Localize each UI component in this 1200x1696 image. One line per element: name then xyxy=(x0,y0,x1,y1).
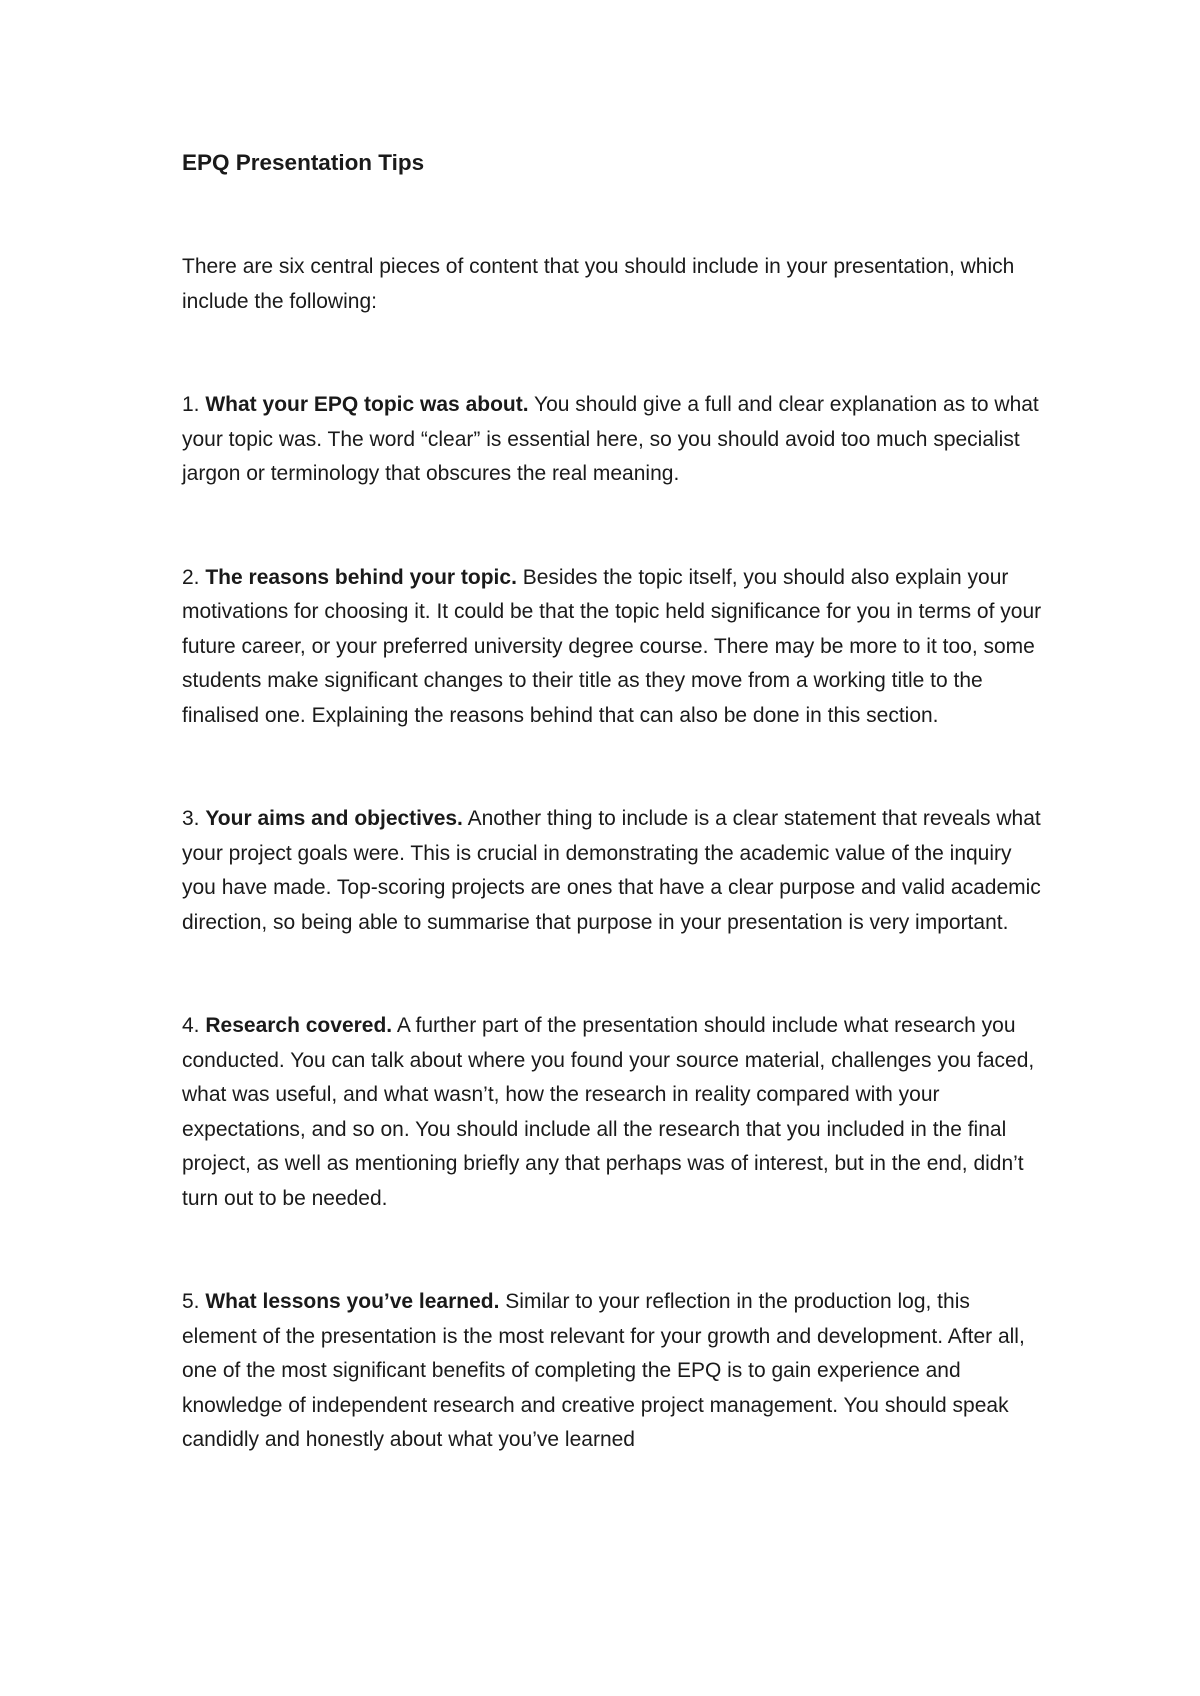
intro-paragraph: There are six central pieces of content that you should include in your presentation, which include the following: xyxy=(182,255,1015,313)
tip-number: 3. xyxy=(182,807,200,830)
tip-number: 5. xyxy=(182,1290,200,1313)
document-body xyxy=(182,146,1042,1458)
tip-body: Besides the topic itself, you should also explain your motivations for choosing it. It could be that the topic held significance for you in terms of your future career, or your preferred university degree course. There may be more to it too, some students make significant changes to their title as they move from a working title to the finalised one. Explaining the reasons behind that can also be done in this section. xyxy=(182,565,1042,727)
tip-item-5 xyxy=(182,1285,1042,1458)
document-title: EPQ Presentation Tips xyxy=(182,150,425,175)
tip-number: 4. xyxy=(182,1014,200,1037)
tip-heading: Research covered. xyxy=(205,1014,393,1037)
tip-heading: What lessons you’ve learned. xyxy=(205,1290,500,1313)
tip-heading: Your aims and objectives. xyxy=(205,807,463,830)
tip-item-4 xyxy=(182,1009,1042,1216)
tip-heading: The reasons behind your topic. xyxy=(205,565,517,589)
tip-item-3 xyxy=(182,802,1042,940)
tip-body: You should give a full and clear explanation as to what your topic was. The word “clear” is essential here, so you should avoid too much specialist jargon or terminology that obscures the real meaning. xyxy=(182,393,1039,485)
tip-body: A further part of the presentation should include what research you conducted. You can talk about where you found your source material, challenges you faced, what was useful, and what wasn’t, how the research in reality compared with your expectations, and so on. You should include all the research that you included in the final project, as well as mentioning briefly any that perhaps was of interest, but in the end, didn’t turn out to be needed. xyxy=(182,1014,1035,1210)
tip-heading: What your EPQ topic was about. xyxy=(205,393,529,416)
tip-item-1 xyxy=(182,388,1042,492)
tip-item-2 xyxy=(182,561,1042,734)
tip-body: Another thing to include is a clear statement that reveals what your project goals were. This is crucial in demonstrating the academic value of the inquiry you have made. Top-scoring projects are ones that have a clear purpose and valid academic direction, so being able to summarise that purpose in your presentation is very important. xyxy=(182,807,1041,934)
tip-number: 1. xyxy=(182,393,200,416)
tip-body: Similar to your reflection in the production log, this element of the presentation is the most relevant for your growth and development. After all, one of the most significant benefits of completing the EPQ is to gain experience and knowledge of independent research and creative project management. You should speak candidly and honestly about what you’ve learned xyxy=(182,1290,1025,1451)
tip-number: 2. xyxy=(182,565,200,589)
